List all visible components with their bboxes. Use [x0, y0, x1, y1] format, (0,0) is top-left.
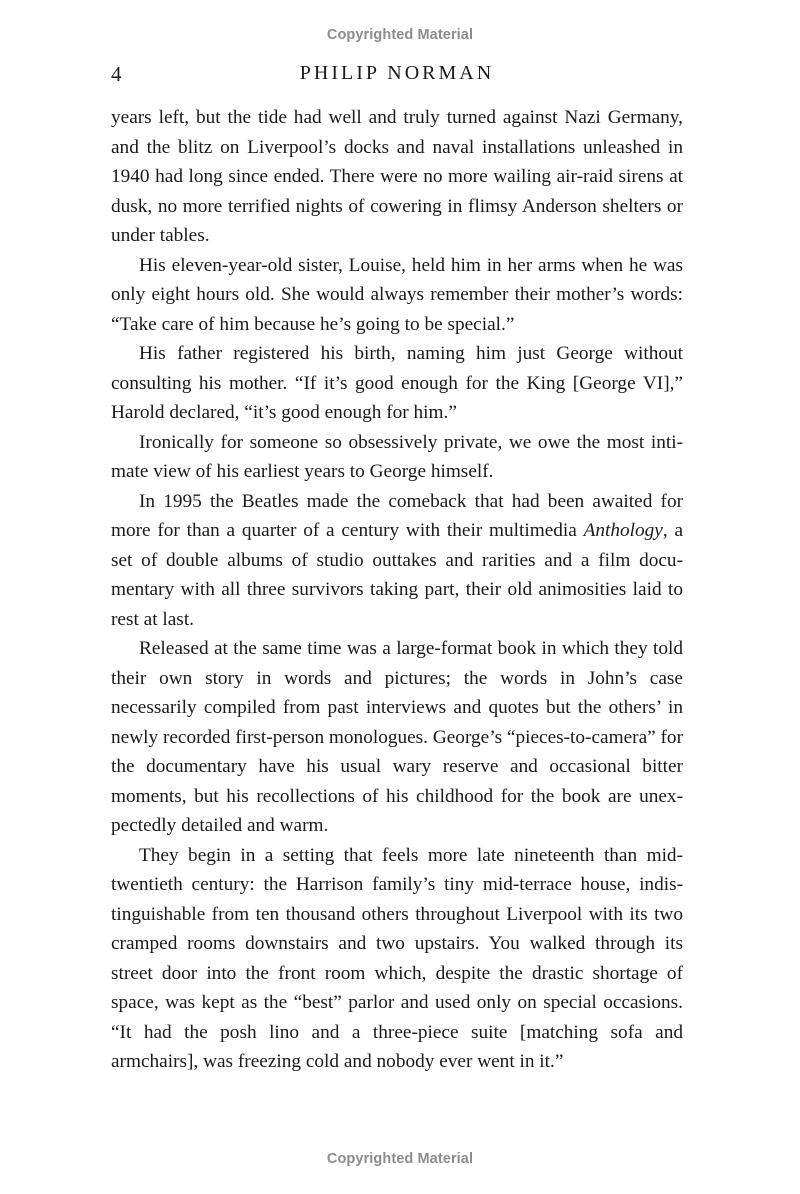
paragraph-2: His eleven-year-old sister, Louise, held him in her arms when he was only eight hours old. She would always remember their mother’s words: “Take care of him because he’s going to be special.” [111, 254, 683, 335]
copyright-watermark-bottom: Copyrighted Material [326, 1151, 474, 1167]
paragraph-5-text-start: In 1995 the Beatles made the comeback that had been awaited for more for than a quarter of a century with their multimedia [111, 490, 683, 541]
paragraph-7: They begin in a setting that feels more late nineteenth than mid-twentieth century: the Harrison family’s tiny mid-terrace house, indistinguishable from ten thousand others throughout Liverpool with its two cramped rooms downstairs and two upstairs. You walked through its street door into the front room which, despite the drastic shortage of space, was kept as the “best” parlor and used only on special occasions. “It had the posh lino and a three-piece suite [matching sofa and armchairs], was freezing cold and nobody ever went in it.” [111, 844, 683, 1072]
paragraph-5 [111, 487, 683, 635]
paragraph-4: Ironically for someone so obsessively private, we owe the most intimate view of his earliest years to George himself. [111, 431, 683, 482]
paragraph-3: His father registered his birth, naming him just George without consulting his mother. “If it’s good enough for the King [George VI],” Harold declared, “it’s good enough for him.” [111, 343, 683, 423]
running-head-author: PHILIP NORMAN [299, 62, 495, 84]
paragraph-6: Released at the same time was a large-format book in which they told their own story in words and pictures; the words in John’s case necessarily compiled from past interviews and quotes but the others’ in newly recorded first-person monologues. George’s “pieces-to-camera” for the documentary have his usual wary reserve and occasional bitter moments, but his recollections of his childhood for the book are unexpectedly detailed and warm. [111, 638, 683, 836]
running-head [111, 62, 683, 88]
copyright-watermark-top: Copyrighted Material [326, 27, 474, 43]
page-number: 4 [111, 62, 122, 86]
paragraph-5-text-end: , a set of double albums of studio outtakes and rarities and a film documentary with all three survivors taking part, their old animosities laid to rest at last. [111, 520, 684, 630]
paragraph-1: years left, but the tide had well and truly turned against Nazi Germany, and the blitz on Liverpool’s docks and naval installations unleashed in 1940 had long since ended. There were no more wailing air-raid sirens at dusk, no more terrified nights of cowering in flimsy Anderson shelters or under tables. [111, 107, 683, 246]
book-title-anthology: Anthology [583, 520, 663, 541]
body-text [111, 103, 683, 1077]
